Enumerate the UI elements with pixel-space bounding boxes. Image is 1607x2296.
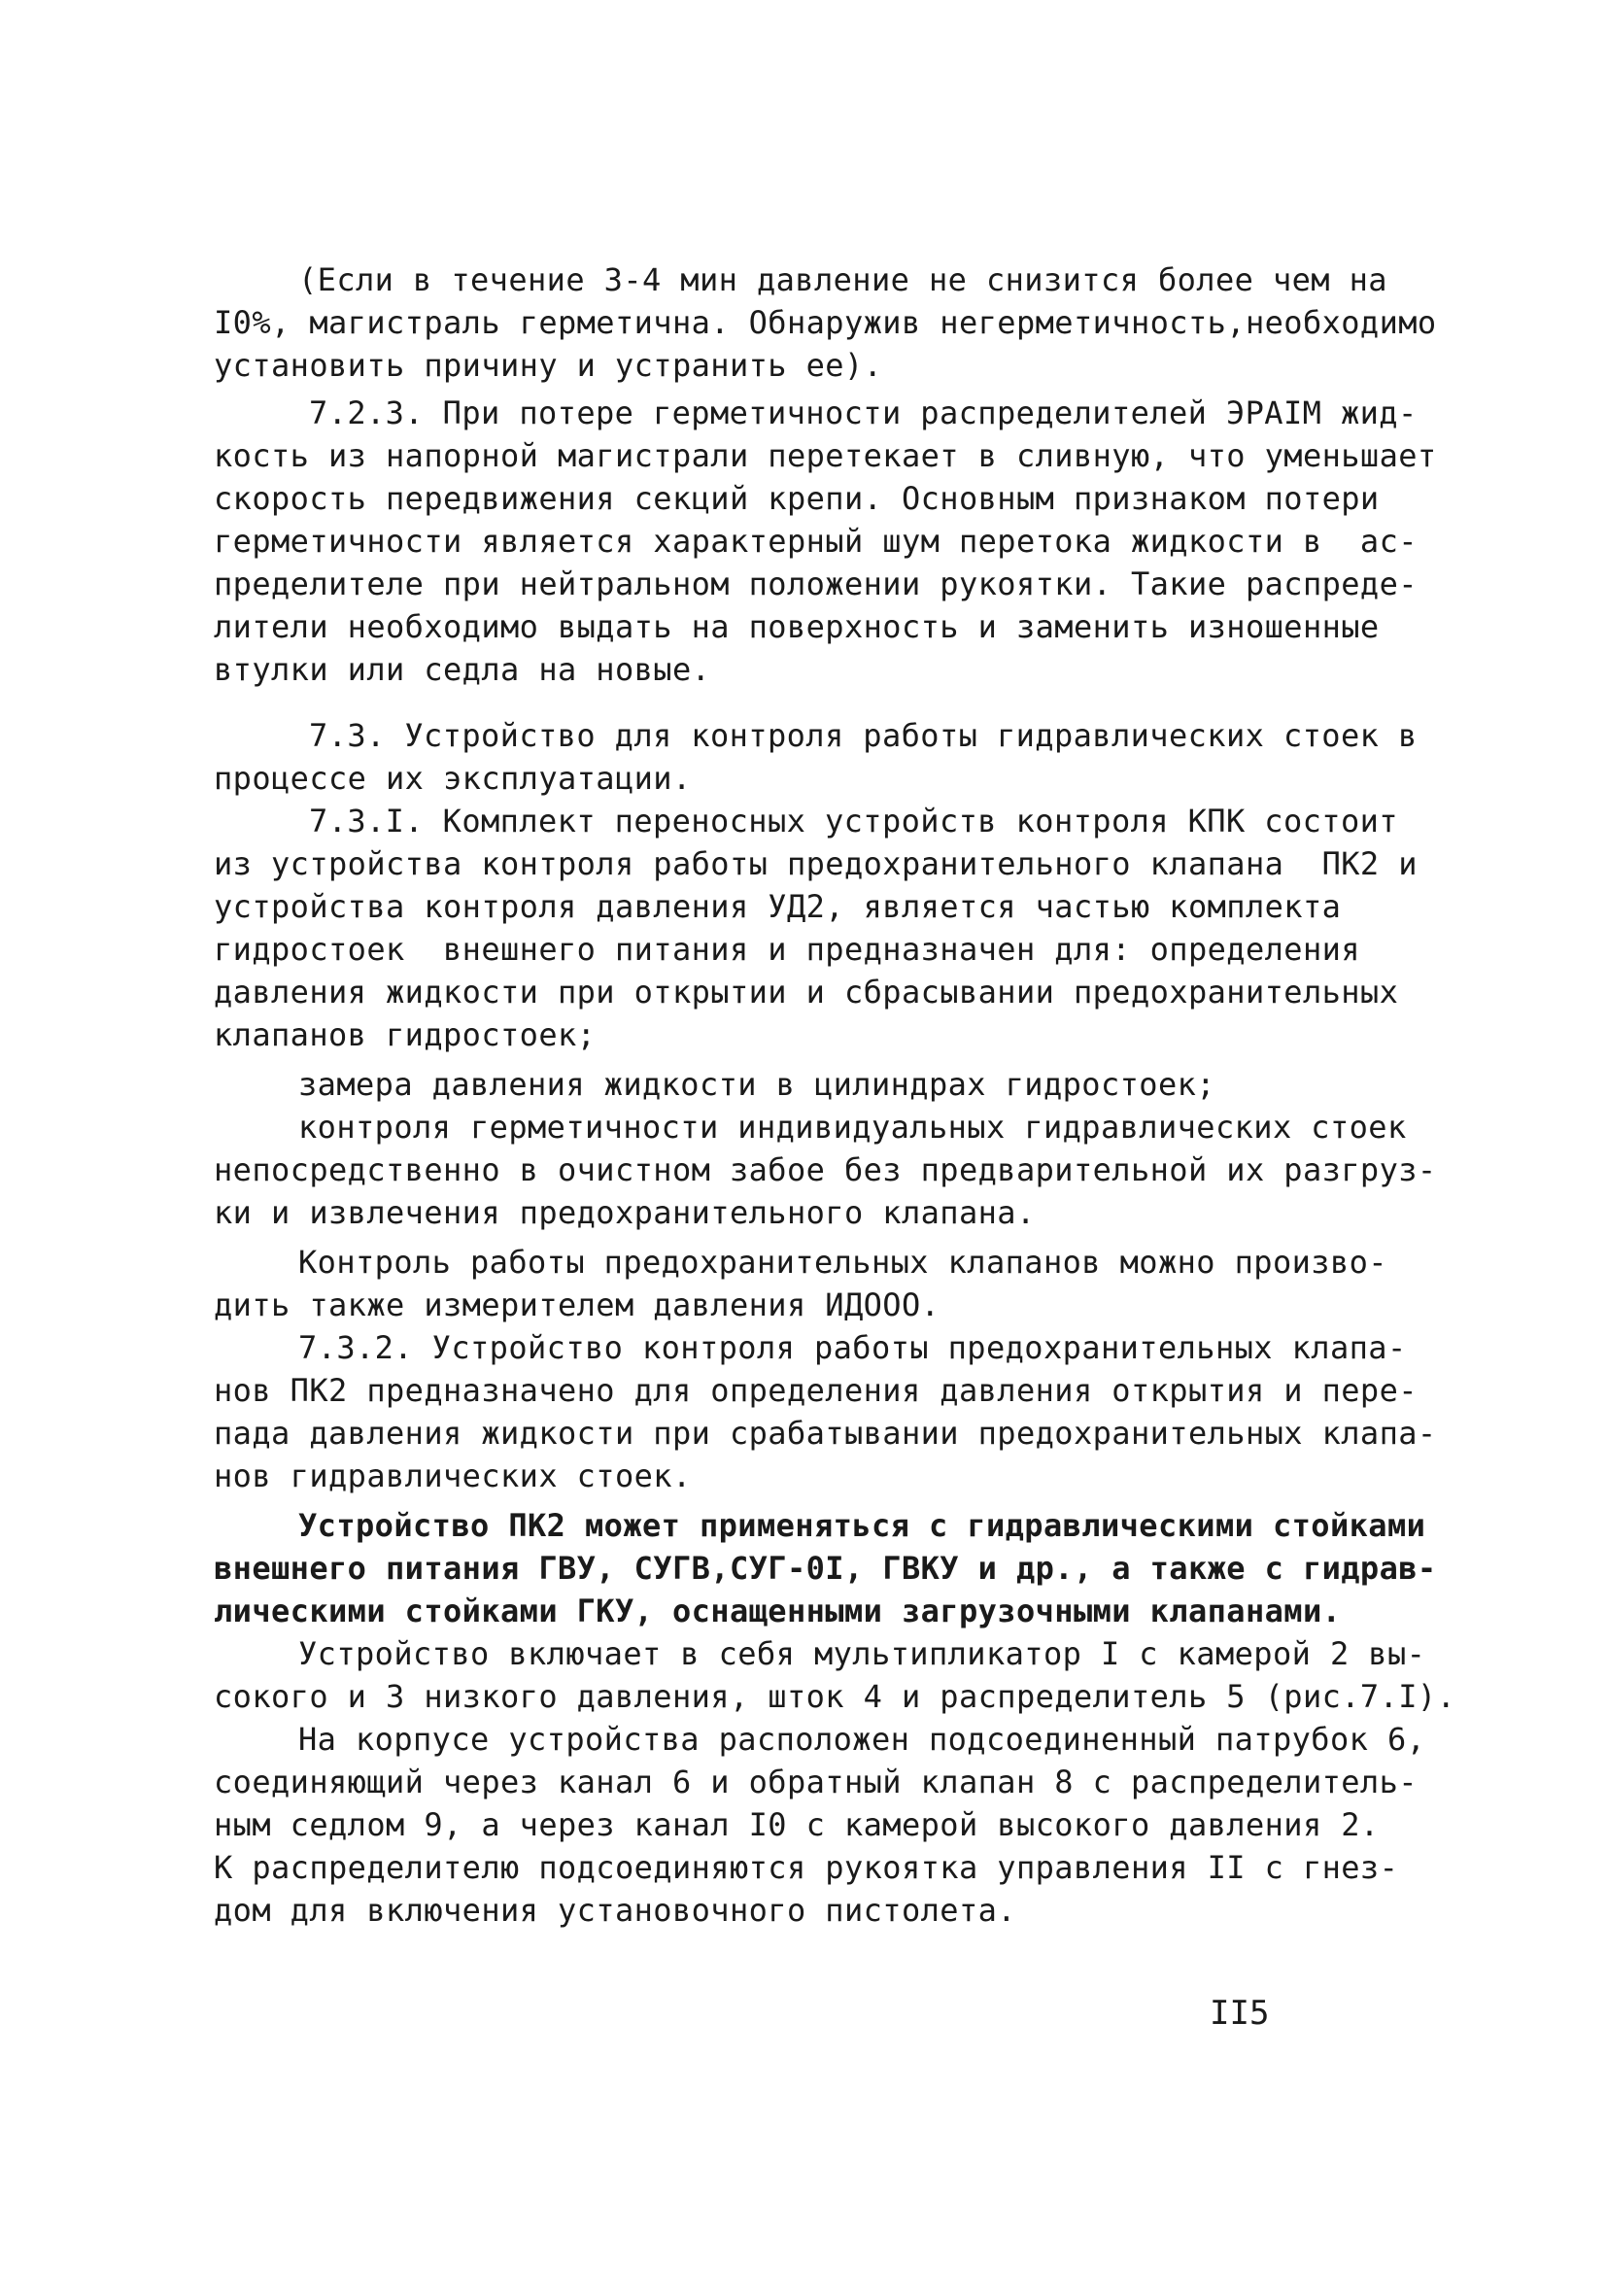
text-line: лители необходимо выдать на поверхность и заменить изношенные xyxy=(214,608,1380,645)
text-line: пада давления жидкости при срабатывании предохранительных клапа- xyxy=(214,1415,1437,1452)
text-line: Контроль работы предохранительных клапанов можно произво- xyxy=(298,1244,1387,1281)
text-line: нов гидравлических стоек. xyxy=(214,1457,692,1494)
text-line: лическими стойками ГКУ, оснащенными загрузочными клапанами. xyxy=(214,1593,1342,1629)
text-line: давления жидкости при открытии и сбрасывании предохранительных xyxy=(214,974,1399,1011)
text-line: (Если в течение 3-4 мин давление не снизится более чем на xyxy=(298,261,1387,298)
text-line: устройства контроля давления УД2, является частью комплекта xyxy=(214,888,1342,925)
text-line: дить также измерителем давления ИДООО. xyxy=(214,1286,940,1323)
text-line: соединяющий через канал 6 и обратный клапан 8 с распределитель- xyxy=(214,1764,1418,1800)
text-line: нов ПК2 предназначено для определения давления открытия и пере- xyxy=(214,1372,1418,1409)
text-line: 7.2.3. При потере герметичности распределителей ЭРАІМ жид- xyxy=(309,394,1418,431)
text-line: из устройства контроля работы предохранительного клапана ПК2 и xyxy=(214,845,1418,882)
text-line: внешнего питания ГВУ, СУГВ,СУГ-0I, ГВКУ и др., а также с гидрав- xyxy=(214,1550,1437,1587)
text-line: гидростоек внешнего питания и предназначен для: определения xyxy=(214,931,1360,968)
text-line: втулки или седла на новые. xyxy=(214,651,711,688)
text-line: кость из напорной магистрали перетекает в сливную, что уменьшает xyxy=(214,437,1437,474)
text-line: скорость передвижения секций крепи. Основным признаком потери xyxy=(214,480,1380,517)
text-line: непосредственно в очистном забое без предварительной их разгруз- xyxy=(214,1151,1437,1188)
text-line: замера давления жидкости в цилиндрах гидростоек; xyxy=(298,1066,1215,1103)
section-heading: 7.3. Устройство для контроля работы гидравлических стоек в xyxy=(309,717,1418,754)
text-line: сокого и 3 низкого давления, шток 4 и распределитель 5 (рис.7.I). xyxy=(214,1678,1456,1715)
text-line: 7.3.2. Устройство контроля работы предохранительных клапа- xyxy=(298,1329,1407,1366)
text-line: К распределителю подсоединяются рукоятка управления II с гнез- xyxy=(214,1849,1399,1886)
text-line: пределителе при нейтральном положении рукоятки. Такие распреде- xyxy=(214,565,1418,602)
text-line: ным седлом 9, а через канал I0 с камерой высокого давления 2. xyxy=(214,1806,1380,1843)
text-line: установить причину и устранить ее). xyxy=(214,347,883,384)
text-line: ки и извлечения предохранительного клапана. xyxy=(214,1194,1036,1231)
section-heading: процессе их эксплуатации. xyxy=(214,760,692,797)
text-line: контроля герметичности индивидуальных гидравлических стоек xyxy=(298,1109,1407,1146)
text-line: 7.3.I. Комплект переносных устройств контроля КПК состоит xyxy=(309,803,1398,840)
text-line: клапанов гидростоек; xyxy=(214,1016,597,1053)
page-number: II5 xyxy=(1210,1994,1270,2033)
text-line: Устройство ПК2 может применяться с гидравлическими стойками xyxy=(298,1507,1426,1544)
text-line: герметичности является характерный шум перетока жидкости в ас- xyxy=(214,523,1418,560)
text-line: дом для включения установочного пистолета. xyxy=(214,1892,1016,1929)
text-line: I0%, магистраль герметична. Обнаружив негерметичность,необходимо xyxy=(214,304,1437,341)
text-line: На корпусе устройства расположен подсоединенный патрубок 6, xyxy=(298,1721,1426,1758)
text-line: Устройство включает в себя мультипликатор I с камерой 2 вы- xyxy=(298,1635,1426,1672)
